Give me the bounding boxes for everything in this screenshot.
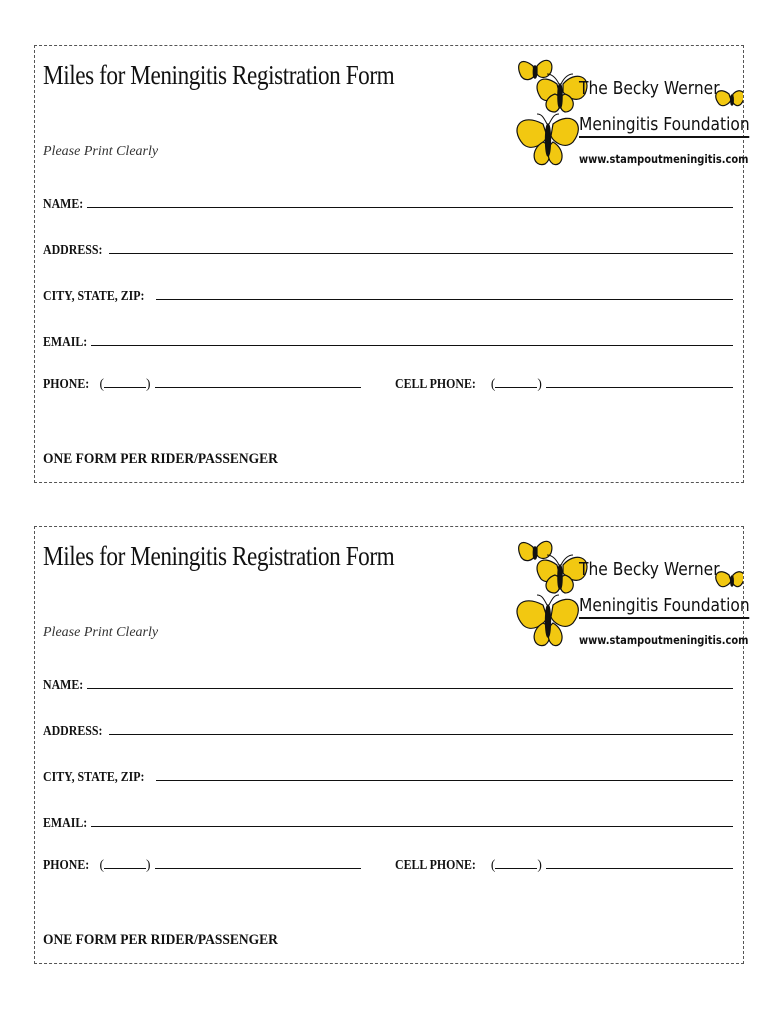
logo-line-2: Meningitis Foundation	[579, 114, 750, 138]
cell-area-code[interactable]	[491, 376, 542, 392]
logo-line-1: The Becky Werner	[579, 78, 720, 99]
cell-phone-field[interactable]	[546, 387, 733, 388]
address-field[interactable]	[109, 734, 733, 735]
form-subtitle: Please Print Clearly	[43, 144, 159, 159]
address-row	[43, 719, 733, 739]
form-title: Miles for Meningitis Registration Form	[43, 60, 395, 90]
cell-phone-field[interactable]	[546, 868, 733, 869]
paren-close: )	[537, 376, 542, 391]
phone-area-code[interactable]	[100, 857, 151, 873]
phone-row	[43, 372, 733, 392]
form-footer: ONE FORM PER RIDER/PASSENGER	[43, 932, 278, 948]
email-row	[43, 811, 733, 831]
email-row	[43, 330, 733, 350]
phone-row	[43, 853, 733, 873]
name-row	[43, 673, 733, 693]
logo-url: www.stampoutmeningitis.com	[579, 152, 749, 166]
name-label: NAME:	[43, 196, 84, 211]
email-label: EMAIL:	[43, 815, 88, 830]
city-label: CITY, STATE, ZIP:	[43, 288, 145, 303]
form-title: Miles for Meningitis Registration Form	[43, 541, 395, 571]
paren-close: )	[146, 857, 151, 872]
cell-phone-label: CELL PHONE:	[395, 857, 476, 872]
registration-form	[34, 45, 750, 483]
phone-field[interactable]	[155, 868, 362, 869]
logo-url: www.stampoutmeningitis.com	[579, 633, 749, 647]
paren-close: )	[146, 376, 151, 391]
form-footer: ONE FORM PER RIDER/PASSENGER	[43, 451, 278, 467]
phone-group	[43, 857, 361, 873]
phone-group	[43, 376, 361, 392]
paren-close: )	[537, 857, 542, 872]
form-subtitle: Please Print Clearly	[43, 625, 159, 640]
paren-open: (	[99, 376, 104, 391]
name-row	[43, 192, 733, 212]
phone-area-code[interactable]	[100, 376, 151, 392]
phone-label: PHONE:	[43, 857, 90, 872]
email-field[interactable]	[91, 345, 733, 346]
name-field[interactable]	[87, 207, 733, 208]
foundation-logo	[513, 54, 750, 172]
city-row	[43, 284, 733, 304]
cell-phone-label: CELL PHONE:	[395, 376, 476, 391]
phone-label: PHONE:	[43, 376, 90, 391]
cell-group	[395, 376, 733, 392]
registration-form	[34, 526, 750, 964]
address-label: ADDRESS:	[43, 242, 103, 257]
phone-field[interactable]	[155, 387, 362, 388]
address-label: ADDRESS:	[43, 723, 103, 738]
email-label: EMAIL:	[43, 334, 88, 349]
email-field[interactable]	[91, 826, 733, 827]
city-field[interactable]	[156, 299, 733, 300]
city-label: CITY, STATE, ZIP:	[43, 769, 145, 784]
paren-open: (	[99, 857, 104, 872]
logo-line-2: Meningitis Foundation	[579, 595, 750, 619]
address-row	[43, 238, 733, 258]
paren-open: (	[490, 376, 496, 391]
paren-open: (	[490, 857, 496, 872]
city-field[interactable]	[156, 780, 733, 781]
city-row	[43, 765, 733, 785]
foundation-logo	[513, 535, 750, 653]
cell-area-code[interactable]	[491, 857, 542, 873]
cell-group	[395, 857, 733, 873]
address-field[interactable]	[109, 253, 733, 254]
logo-line-1: The Becky Werner	[579, 559, 720, 580]
name-label: NAME:	[43, 677, 84, 692]
name-field[interactable]	[87, 688, 733, 689]
